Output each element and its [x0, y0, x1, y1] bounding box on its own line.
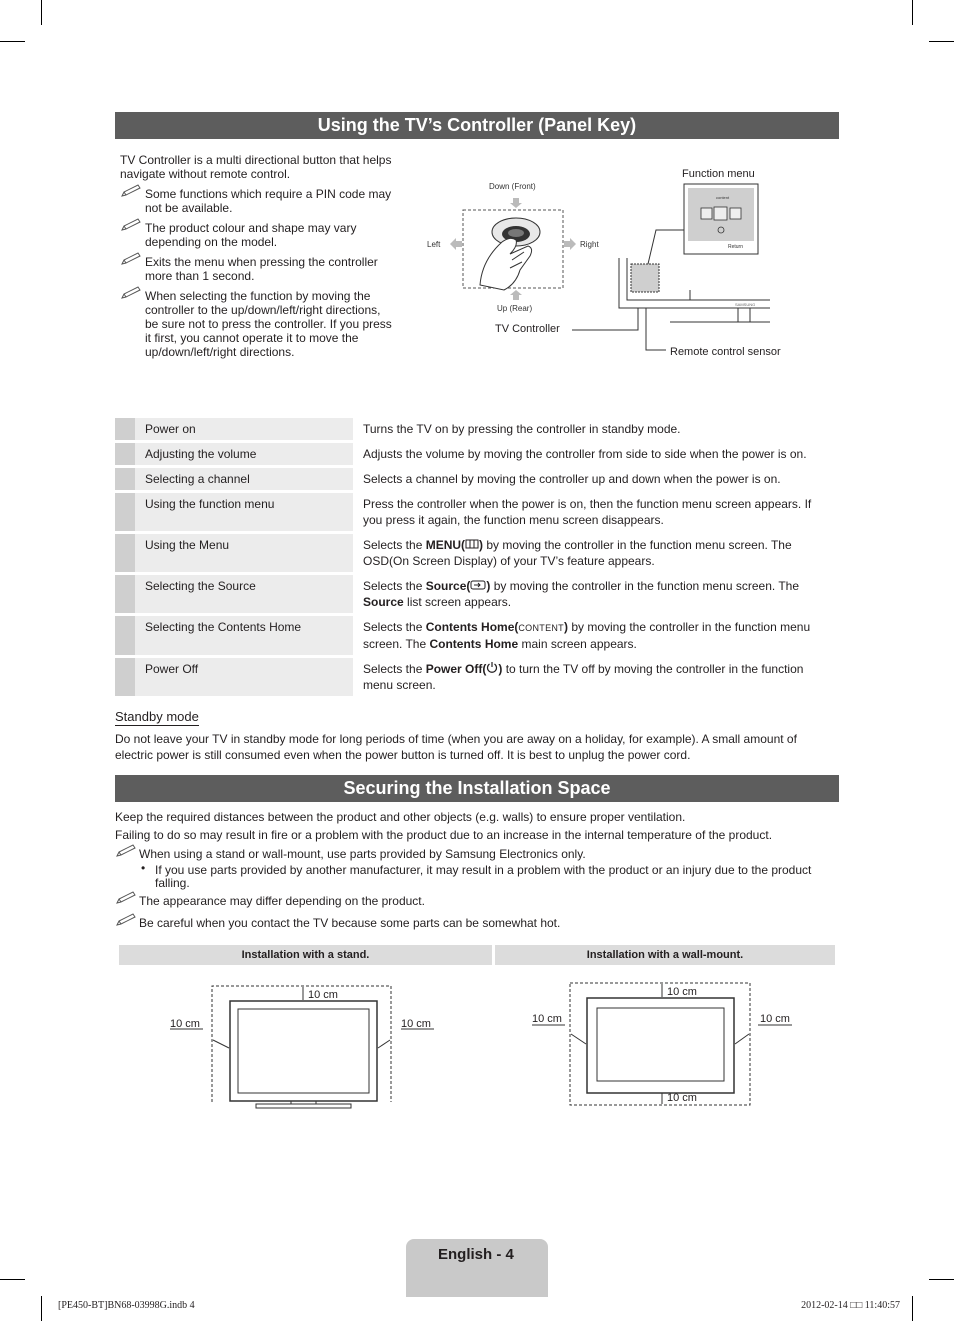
row-tab [115, 575, 135, 613]
bottom-distance-label: 10 cm [667, 1092, 697, 1104]
row-tab [115, 468, 135, 490]
function-name: Power Off [135, 658, 353, 696]
paragraph: Keep the required distances between the product and other objects (e.g. walls) to ensure proper ventilation. [115, 810, 686, 824]
desc-text: list screen appears. [403, 595, 512, 609]
row-gap [353, 658, 363, 696]
row-gap [353, 468, 363, 490]
tv-outline [230, 1001, 377, 1101]
table-row [115, 443, 839, 465]
section-title-controller: Using the TV’s Controller (Panel Key) [115, 112, 839, 139]
paragraph: Failing to do so may result in fire or a problem with the product due to an increase in the internal temperature of the product. [115, 828, 773, 842]
note-text: Some functions which require a PIN code may not be available. [145, 187, 392, 215]
function-name: Selecting the Source [135, 575, 353, 613]
right-distance-label: 10 cm [401, 1018, 431, 1030]
row-gap [353, 575, 363, 613]
desc-bold: ) [498, 662, 503, 676]
note-item [115, 916, 839, 930]
tv-controller-callout [631, 264, 659, 292]
function-desc: Turns the TV on by pressing the controller in standby mode. [363, 422, 681, 436]
pencil-icon [120, 184, 142, 198]
desc-bold: ) [486, 579, 491, 593]
function-name: Selecting the Contents Home [135, 616, 353, 655]
crop-mark [41, 0, 42, 25]
function-desc [363, 658, 839, 696]
right-label: Right [580, 240, 599, 249]
function-name: Power on [135, 418, 353, 440]
left-label: Left [427, 240, 441, 249]
row-gap [353, 616, 363, 655]
wall-clearance-diagram [530, 978, 800, 1110]
desc-text: Selects the [363, 662, 426, 676]
desc-text: to turn the TV off by moving the controller in the function menu screen. [363, 662, 804, 692]
menu-return-label: Return [728, 244, 744, 250]
bullet-text: If you use parts provided by another manufacturer, it may result in a problem with the product or an injury due to the product falling. [155, 863, 812, 890]
desc-bold: MENU( [425, 538, 466, 552]
arrow-right-icon [570, 238, 576, 250]
standby-text: Do not leave your TV in standby mode for long periods of time (when you are away on a holiday, for example). A small amount of electric power is still consumed even when the power button is turned off. It is best to unplug the power cord. [115, 732, 797, 762]
arrow-right-stem [564, 241, 570, 247]
desc-text: by moving the controller in the function menu screen. The [363, 620, 811, 651]
table-row [115, 575, 839, 613]
function-name: Selecting a channel [135, 468, 353, 490]
finger-illustration [480, 238, 532, 290]
file-meta: [PE450-BT]BN68-03998G.indb 4 [58, 1300, 195, 1311]
desc-bold: Source [363, 595, 404, 609]
pencil-icon [120, 252, 142, 266]
controller-button-top [508, 229, 524, 237]
arrow-left-stem [456, 241, 462, 247]
desc-bold: Source( [425, 579, 471, 593]
desc-bold: ) [479, 538, 484, 552]
pencil-icon [115, 891, 137, 905]
row-tab [115, 616, 135, 655]
function-desc [363, 534, 839, 572]
table-row [115, 534, 839, 572]
controller-diagram [420, 160, 820, 370]
source-icon [470, 580, 486, 590]
top-distance-label: 10 cm [308, 989, 338, 1001]
desc-bold: Contents Home( [425, 620, 519, 634]
bullet-dot: • [141, 861, 146, 875]
row-tab [115, 443, 135, 465]
menu-menu-button [701, 208, 712, 219]
note-item [120, 187, 395, 215]
row-gap [353, 534, 363, 572]
row-tab [115, 418, 135, 440]
desc-text: Selects the [363, 579, 426, 593]
crop-mark [929, 1279, 954, 1280]
table-row [115, 468, 839, 490]
tv-outline [587, 998, 734, 1093]
up-rear-label: Up (Rear) [497, 304, 533, 313]
stand-header: Installation with a stand. [119, 945, 492, 965]
left-distance-label: 10 cm [532, 1013, 562, 1025]
table-row [115, 493, 839, 531]
function-desc [363, 616, 839, 655]
left-clearance-arrow [213, 1040, 229, 1048]
crop-mark [929, 41, 954, 42]
function-name: Adjusting the volume [135, 443, 353, 465]
tv-stand-base [256, 1104, 351, 1108]
desc-text: main screen appears. [518, 637, 637, 651]
pencil-icon [120, 286, 142, 300]
intro-text-block [120, 153, 395, 365]
desc-bold: ) [563, 620, 568, 634]
power-icon [486, 661, 498, 673]
table-row [115, 658, 839, 696]
menu-source-button [730, 208, 741, 219]
right-clearance-arrow [735, 1034, 749, 1044]
table-row [115, 616, 839, 655]
arrow-up-stem [513, 295, 519, 300]
pencil-icon [120, 218, 142, 232]
desc-text: Selects the [363, 538, 426, 552]
leader-line-menu [657, 254, 720, 300]
menu-content-label: content [716, 195, 730, 200]
crop-mark [0, 1279, 25, 1280]
stand-clearance-diagram [160, 980, 450, 1110]
pencil-icon [115, 844, 137, 858]
arrow-down-icon [510, 198, 522, 208]
left-clearance-arrow [571, 1034, 586, 1044]
leader-line-controller [572, 308, 638, 330]
right-distance-label: 10 cm [760, 1013, 790, 1025]
note-text: The product colour and shape may vary depending on the model. [145, 221, 357, 249]
desc-text: Selects the [363, 620, 426, 634]
arrow-left-icon [450, 238, 456, 250]
note-text: Be careful when you contact the TV because some parts can be somewhat hot. [139, 916, 561, 930]
left-distance-label: 10 cm [170, 1018, 200, 1030]
row-gap [353, 493, 363, 531]
row-gap [353, 418, 363, 440]
leader-line-sensor [646, 308, 666, 350]
down-front-label: Down (Front) [489, 182, 536, 191]
page-number-label: English - 4 [438, 1246, 514, 1263]
crop-mark [912, 0, 913, 25]
note-item [120, 221, 395, 249]
note-item [120, 255, 395, 283]
note-item [115, 894, 839, 908]
row-tab [115, 658, 135, 696]
menu-return-bar [688, 241, 754, 250]
brand-label: SAMSUNG [735, 302, 756, 307]
note-text: When selecting the function by moving the controller to the up/down/left/right directions, be sure not to press the controller. If you press it first, you cannot operate it to move the up/down/left/right directions. [145, 289, 392, 359]
right-clearance-arrow [378, 1040, 390, 1048]
function-name: Using the function menu [135, 493, 353, 531]
function-desc: Selects a channel by moving the controller up and down when the power is on. [363, 472, 781, 486]
function-desc: Adjusts the volume by moving the controller from side to side when the power is on. [363, 447, 807, 461]
menu-return-button [714, 207, 727, 220]
desc-bold: Contents Home [429, 637, 519, 651]
tv-stand-outline [670, 308, 770, 322]
note-item [115, 847, 839, 861]
table-row [115, 418, 839, 440]
leader-line-function-menu [648, 230, 684, 264]
desc-text: by moving the controller in the function menu screen. The OSD(On Screen Display) of your TV’s feature appears. [363, 538, 792, 568]
function-menu-label: Function menu [682, 168, 755, 180]
top-distance-label: 10 cm [667, 986, 697, 998]
arrow-up-icon [510, 290, 522, 295]
menu-icon [465, 539, 479, 549]
intro-paragraph: TV Controller is a multi directional button that helps navigate without remote control. [120, 153, 392, 181]
controller-functions-table [115, 415, 839, 699]
crop-mark [912, 1296, 913, 1321]
note-text: Exits the menu when pressing the controller more than 1 second. [145, 255, 378, 283]
tv-controller-label: TV Controller [495, 323, 560, 335]
bullet-item [115, 861, 839, 890]
note-text: When using a stand or wall-mount, use parts provided by Samsung Electronics only. [139, 847, 586, 861]
remote-sensor-label: Remote control sensor [670, 346, 781, 358]
function-desc: Press the controller when the power is on, then the function menu screen appears. If you press it again, the function menu screen disappears. [363, 497, 812, 527]
crop-mark [0, 41, 25, 42]
content-icon: CONTENT [518, 623, 564, 633]
row-tab [115, 493, 135, 531]
note-text: The appearance may differ depending on the product. [139, 894, 425, 908]
pencil-icon [115, 913, 137, 927]
standby-heading: Standby mode [115, 709, 199, 724]
function-desc [363, 575, 839, 613]
row-tab [115, 534, 135, 572]
crop-mark [41, 1296, 42, 1321]
function-name: Using the Menu [135, 534, 353, 572]
date-meta: 2012-02-14 □□ 11:40:57 [801, 1300, 900, 1311]
section-title-installation: Securing the Installation Space [115, 775, 839, 802]
wall-header: Installation with a wall-mount. [495, 945, 835, 965]
desc-bold: Power Off( [425, 662, 487, 676]
installation-text-block [115, 808, 839, 930]
desc-text: by moving the controller in the function menu screen. The [490, 579, 800, 593]
row-gap [353, 443, 363, 465]
note-item [120, 289, 395, 359]
